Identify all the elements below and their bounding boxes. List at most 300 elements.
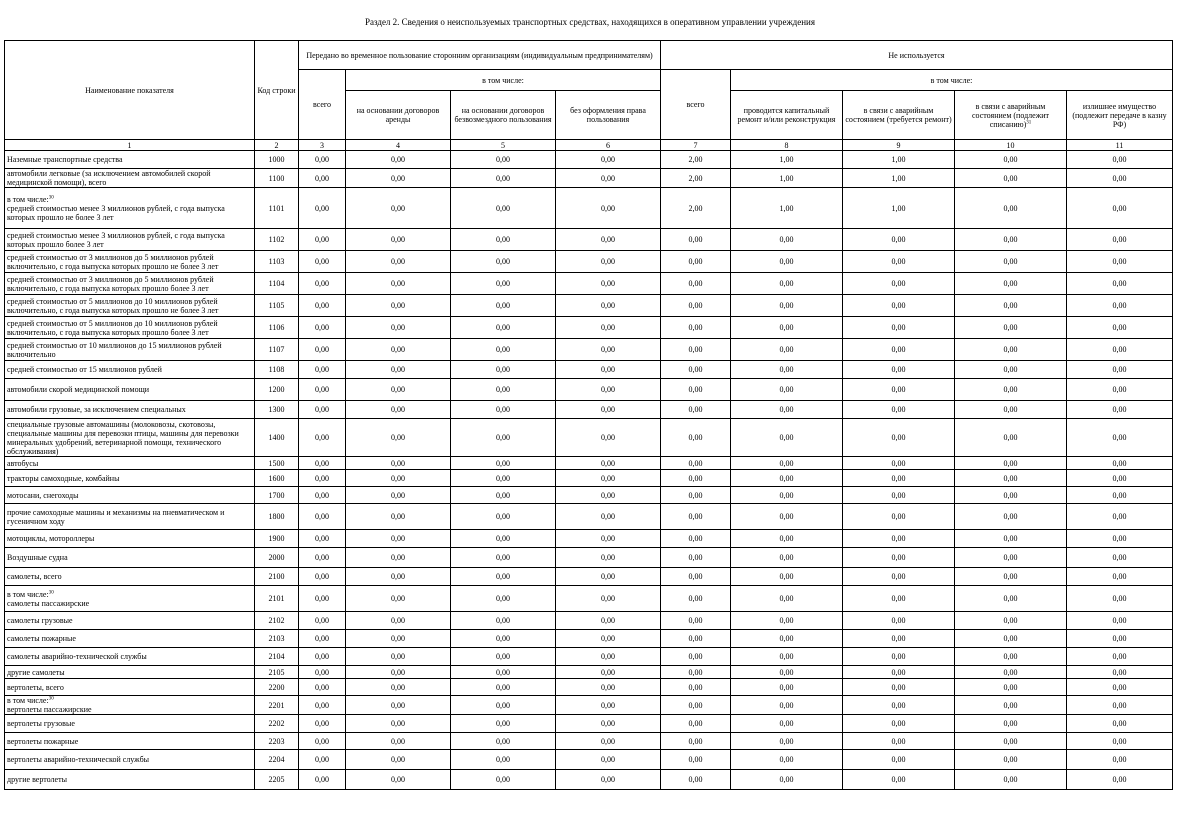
cell-col11: 0,00 [1067, 379, 1173, 401]
row-code: 2000 [255, 548, 299, 568]
cell-col7: 0,00 [661, 251, 731, 273]
cell-col11: 0,00 [1067, 295, 1173, 317]
table-row [5, 339, 1173, 361]
row-code: 1108 [255, 361, 299, 379]
cell-col3: 0,00 [299, 696, 346, 715]
table-row [5, 361, 1173, 379]
row-name-text: прочие самоходные машины и механизмы на пневматическом и гусеничном ходу [7, 507, 225, 526]
row-name [5, 317, 255, 339]
cell-col7: 0,00 [661, 696, 731, 715]
cell-col4: 0,00 [346, 648, 451, 666]
cell-col5: 0,00 [451, 487, 556, 504]
cell-col5: 0,00 [451, 679, 556, 696]
column-number-row [5, 140, 1173, 151]
row-name-text: средней стоимостью от 15 миллионов рублей [7, 365, 162, 374]
cell-col4: 0,00 [346, 419, 451, 457]
row-code: 1300 [255, 401, 299, 419]
header-name: Наименование показателя [5, 41, 255, 140]
cell-col6: 0,00 [556, 401, 661, 419]
row-name [5, 679, 255, 696]
cell-col10: 0,00 [955, 169, 1067, 188]
cell-col10: 0,00 [955, 419, 1067, 457]
cell-col5: 0,00 [451, 188, 556, 229]
cell-col9: 0,00 [843, 612, 955, 630]
cell-col4: 0,00 [346, 750, 451, 770]
row-name-text: тракторы самоходные, комбайны [7, 473, 120, 483]
cell-col4: 0,00 [346, 630, 451, 648]
cell-col11: 0,00 [1067, 361, 1173, 379]
cell-col7: 0,00 [661, 666, 731, 679]
header-col8: проводится капитальный ремонт и/или реконструкция [731, 91, 843, 140]
cell-col5: 0,00 [451, 457, 556, 470]
cell-col5: 0,00 [451, 229, 556, 251]
cell-col10: 0,00 [955, 273, 1067, 295]
cell-col8: 0,00 [731, 379, 843, 401]
row-name-text: средней стоимостью от 10 миллионов до 15 миллионов рублей включительно [7, 340, 222, 359]
cell-col4: 0,00 [346, 361, 451, 379]
cell-col7: 0,00 [661, 733, 731, 750]
cell-col3: 0,00 [299, 733, 346, 750]
row-name [5, 504, 255, 530]
cell-col5: 0,00 [451, 151, 556, 169]
cell-col11: 0,00 [1067, 530, 1173, 548]
row-name-text: средней стоимостью менее 3 миллионов рублей, с года выпуска которых прошло более 3 лет [7, 230, 225, 249]
cell-col6: 0,00 [556, 666, 661, 679]
column-number-1: 1 [5, 140, 255, 151]
cell-col8: 0,00 [731, 251, 843, 273]
cell-col7: 0,00 [661, 470, 731, 487]
cell-col10: 0,00 [955, 630, 1067, 648]
table-row [5, 568, 1173, 586]
cell-col3: 0,00 [299, 504, 346, 530]
cell-col7: 2,00 [661, 188, 731, 229]
cell-col9: 0,00 [843, 457, 955, 470]
cell-col7: 0,00 [661, 504, 731, 530]
cell-col7: 0,00 [661, 229, 731, 251]
cell-col9: 0,00 [843, 648, 955, 666]
cell-col7: 0,00 [661, 419, 731, 457]
row-code: 2100 [255, 568, 299, 586]
cell-col8: 0,00 [731, 750, 843, 770]
cell-col4: 0,00 [346, 151, 451, 169]
cell-col5: 0,00 [451, 379, 556, 401]
cell-col3: 0,00 [299, 229, 346, 251]
table-row [5, 229, 1173, 251]
cell-col10: 0,00 [955, 733, 1067, 750]
column-number-6: 6 [556, 140, 661, 151]
cell-col4: 0,00 [346, 379, 451, 401]
cell-col9: 0,00 [843, 487, 955, 504]
cell-col3: 0,00 [299, 530, 346, 548]
row-name [5, 361, 255, 379]
column-number-8: 8 [731, 140, 843, 151]
row-name-text: автобусы [7, 458, 39, 468]
header-col11: излишнее имущество (подлежит передаче в казну РФ) [1067, 91, 1173, 140]
cell-col10: 0,00 [955, 612, 1067, 630]
cell-col8: 0,00 [731, 568, 843, 586]
cell-col6: 0,00 [556, 379, 661, 401]
cell-col10: 0,00 [955, 470, 1067, 487]
cell-col6: 0,00 [556, 630, 661, 648]
cell-col9: 0,00 [843, 419, 955, 457]
cell-col3: 0,00 [299, 251, 346, 273]
cell-col11: 0,00 [1067, 273, 1173, 295]
cell-col8: 0,00 [731, 339, 843, 361]
row-code: 1900 [255, 530, 299, 548]
cell-col9: 0,00 [843, 295, 955, 317]
table-row [5, 188, 1173, 229]
cell-col10: 0,00 [955, 295, 1067, 317]
cell-col7: 0,00 [661, 295, 731, 317]
cell-col7: 0,00 [661, 715, 731, 733]
row-code: 2205 [255, 770, 299, 790]
cell-col4: 0,00 [346, 457, 451, 470]
table-row [5, 586, 1173, 612]
cell-col4: 0,00 [346, 548, 451, 568]
cell-col6: 0,00 [556, 612, 661, 630]
cell-col4: 0,00 [346, 770, 451, 790]
row-name-text: средней стоимостью от 3 миллионов до 5 миллионов рублей включительно, с года выпуска которых прошло не более 3 лет [7, 252, 219, 271]
cell-col11: 0,00 [1067, 169, 1173, 188]
cell-col11: 0,00 [1067, 251, 1173, 273]
cell-col4: 0,00 [346, 229, 451, 251]
header-code: Код строки [255, 41, 299, 140]
cell-col7: 0,00 [661, 317, 731, 339]
row-code: 1700 [255, 487, 299, 504]
cell-col11: 0,00 [1067, 229, 1173, 251]
cell-col11: 0,00 [1067, 419, 1173, 457]
row-code: 1100 [255, 169, 299, 188]
cell-col6: 0,00 [556, 251, 661, 273]
cell-col8: 0,00 [731, 361, 843, 379]
column-number-5: 5 [451, 140, 556, 151]
cell-col5: 0,00 [451, 273, 556, 295]
cell-col7: 0,00 [661, 630, 731, 648]
cell-col5: 0,00 [451, 339, 556, 361]
cell-col9: 1,00 [843, 169, 955, 188]
column-number-3: 3 [299, 140, 346, 151]
row-name-text: автомобили скорой медицинской помощи [7, 385, 150, 394]
cell-col8: 0,00 [731, 419, 843, 457]
table-row [5, 470, 1173, 487]
cell-col11: 0,00 [1067, 504, 1173, 530]
cell-col10: 0,00 [955, 339, 1067, 361]
cell-col8: 0,00 [731, 733, 843, 750]
table-row [5, 696, 1173, 715]
cell-col3: 0,00 [299, 361, 346, 379]
cell-col6: 0,00 [556, 487, 661, 504]
cell-col3: 0,00 [299, 339, 346, 361]
cell-col9: 1,00 [843, 151, 955, 169]
cell-col7: 2,00 [661, 151, 731, 169]
cell-col8: 0,00 [731, 295, 843, 317]
row-code: 1107 [255, 339, 299, 361]
header-g2-incl: в том числе: [731, 70, 1173, 91]
column-number-2: 2 [255, 140, 299, 151]
cell-col7: 0,00 [661, 548, 731, 568]
cell-col8: 0,00 [731, 401, 843, 419]
cell-col9: 0,00 [843, 770, 955, 790]
cell-col10: 0,00 [955, 188, 1067, 229]
table-row [5, 679, 1173, 696]
cell-col3: 0,00 [299, 630, 346, 648]
cell-col4: 0,00 [346, 295, 451, 317]
cell-col9: 0,00 [843, 317, 955, 339]
row-name [5, 457, 255, 470]
cell-col10: 0,00 [955, 361, 1067, 379]
cell-col11: 0,00 [1067, 770, 1173, 790]
cell-col6: 0,00 [556, 504, 661, 530]
row-name [5, 295, 255, 317]
cell-col4: 0,00 [346, 504, 451, 530]
cell-col4: 0,00 [346, 666, 451, 679]
row-name-text: Наземные транспортные средства [7, 155, 123, 164]
cell-col5: 0,00 [451, 648, 556, 666]
cell-col5: 0,00 [451, 696, 556, 715]
table-row [5, 504, 1173, 530]
cell-col5: 0,00 [451, 568, 556, 586]
cell-col8: 0,00 [731, 317, 843, 339]
header-col10-text: в связи с аварийным состоянием (подлежит списанию) [971, 101, 1050, 129]
cell-col6: 0,00 [556, 470, 661, 487]
cell-col7: 0,00 [661, 401, 731, 419]
cell-col3: 0,00 [299, 770, 346, 790]
cell-col9: 0,00 [843, 696, 955, 715]
cell-col10: 0,00 [955, 750, 1067, 770]
row-code: 1400 [255, 419, 299, 457]
header-col6: без оформления права пользования [556, 91, 661, 140]
row-name [5, 648, 255, 666]
header-group-unused: Не используется [661, 41, 1173, 70]
row-name-text: самолеты пожарные [7, 634, 76, 643]
cell-col4: 0,00 [346, 273, 451, 295]
cell-col3: 0,00 [299, 457, 346, 470]
table-row [5, 419, 1173, 457]
cell-col6: 0,00 [556, 361, 661, 379]
cell-col11: 0,00 [1067, 715, 1173, 733]
row-code: 1000 [255, 151, 299, 169]
cell-col11: 0,00 [1067, 679, 1173, 696]
cell-col9: 0,00 [843, 251, 955, 273]
cell-col3: 0,00 [299, 568, 346, 586]
row-name [5, 251, 255, 273]
cell-col9: 0,00 [843, 361, 955, 379]
cell-col3: 0,00 [299, 151, 346, 169]
table-row [5, 457, 1173, 470]
row-code: 2200 [255, 679, 299, 696]
row-name-text: вертолеты, всего [7, 682, 64, 692]
row-name-text: средней стоимостью от 3 миллионов до 5 миллионов рублей включительно, с года выпуска которых прошло более 3 лет [7, 274, 214, 293]
row-code: 1105 [255, 295, 299, 317]
row-name-text: самолеты аварийно-технической службы [7, 652, 147, 661]
row-name-text: самолеты пассажирские [7, 598, 90, 608]
row-name [5, 419, 255, 457]
row-name [5, 273, 255, 295]
cell-col6: 0,00 [556, 457, 661, 470]
cell-col11: 0,00 [1067, 586, 1173, 612]
cell-col9: 0,00 [843, 339, 955, 361]
cell-col8: 0,00 [731, 715, 843, 733]
cell-col8: 0,00 [731, 666, 843, 679]
cell-col5: 0,00 [451, 504, 556, 530]
cell-col10: 0,00 [955, 548, 1067, 568]
cell-col3: 0,00 [299, 188, 346, 229]
row-code: 2203 [255, 733, 299, 750]
cell-col7: 0,00 [661, 750, 731, 770]
cell-col7: 0,00 [661, 648, 731, 666]
row-name-text: вертолеты грузовые [7, 719, 75, 728]
cell-col11: 0,00 [1067, 470, 1173, 487]
cell-col10: 0,00 [955, 487, 1067, 504]
cell-col9: 0,00 [843, 548, 955, 568]
cell-col11: 0,00 [1067, 568, 1173, 586]
cell-col3: 0,00 [299, 419, 346, 457]
row-name-text: средней стоимостью от 5 миллионов до 10 миллионов рублей включительно, с года выпуска которых прошло не более 3 лет [7, 296, 219, 315]
table-row [5, 733, 1173, 750]
cell-col6: 0,00 [556, 568, 661, 586]
cell-col8: 0,00 [731, 696, 843, 715]
cell-col10: 0,00 [955, 666, 1067, 679]
row-name-text: вертолеты пожарные [7, 736, 79, 746]
cell-col9: 1,00 [843, 188, 955, 229]
cell-col6: 0,00 [556, 273, 661, 295]
footnote-30: 30 [48, 696, 54, 702]
cell-col7: 0,00 [661, 679, 731, 696]
cell-col4: 0,00 [346, 715, 451, 733]
cell-col4: 0,00 [346, 530, 451, 548]
footnote-30: 30 [48, 194, 54, 200]
cell-col5: 0,00 [451, 770, 556, 790]
cell-col5: 0,00 [451, 470, 556, 487]
cell-col9: 0,00 [843, 379, 955, 401]
table-row [5, 770, 1173, 790]
row-name-text: другие вертолеты [7, 775, 67, 784]
cell-col5: 0,00 [451, 612, 556, 630]
cell-col8: 1,00 [731, 151, 843, 169]
row-name [5, 169, 255, 188]
header-g1-incl: в том числе: [346, 70, 661, 91]
row-code: 2201 [255, 696, 299, 715]
cell-col6: 0,00 [556, 229, 661, 251]
cell-col3: 0,00 [299, 295, 346, 317]
cell-col10: 0,00 [955, 648, 1067, 666]
cell-col11: 0,00 [1067, 487, 1173, 504]
table-row [5, 151, 1173, 169]
cell-col9: 0,00 [843, 586, 955, 612]
cell-col6: 0,00 [556, 419, 661, 457]
cell-col11: 0,00 [1067, 548, 1173, 568]
cell-col6: 0,00 [556, 586, 661, 612]
row-code: 1104 [255, 273, 299, 295]
cell-col10: 0,00 [955, 530, 1067, 548]
table-row [5, 273, 1173, 295]
cell-col8: 1,00 [731, 169, 843, 188]
cell-col3: 0,00 [299, 750, 346, 770]
row-name-text: средней стоимостью менее 3 миллионов рублей, с года выпуска которых прошло не более 3 лет [7, 203, 225, 222]
table-row [5, 715, 1173, 733]
table-row [5, 666, 1173, 679]
row-name [5, 612, 255, 630]
row-name [5, 548, 255, 568]
row-name [5, 666, 255, 679]
cell-col6: 0,00 [556, 750, 661, 770]
cell-col4: 0,00 [346, 568, 451, 586]
row-prefix: в том числе: [7, 696, 49, 705]
cell-col11: 0,00 [1067, 750, 1173, 770]
column-number-4: 4 [346, 140, 451, 151]
cell-col9: 0,00 [843, 715, 955, 733]
row-name [5, 630, 255, 648]
cell-col5: 0,00 [451, 548, 556, 568]
cell-col11: 0,00 [1067, 457, 1173, 470]
cell-col10: 0,00 [955, 457, 1067, 470]
cell-col4: 0,00 [346, 487, 451, 504]
row-name [5, 470, 255, 487]
cell-col7: 0,00 [661, 379, 731, 401]
row-name [5, 188, 255, 229]
row-code: 2104 [255, 648, 299, 666]
cell-col11: 0,00 [1067, 339, 1173, 361]
cell-col10: 0,00 [955, 251, 1067, 273]
cell-col10: 0,00 [955, 770, 1067, 790]
row-code: 2101 [255, 586, 299, 612]
cell-col11: 0,00 [1067, 630, 1173, 648]
column-number-11: 11 [1067, 140, 1173, 151]
cell-col3: 0,00 [299, 586, 346, 612]
cell-col8: 0,00 [731, 530, 843, 548]
row-name [5, 487, 255, 504]
cell-col9: 0,00 [843, 733, 955, 750]
cell-col4: 0,00 [346, 679, 451, 696]
cell-col8: 0,00 [731, 273, 843, 295]
cell-col4: 0,00 [346, 612, 451, 630]
row-name-text: другие самолеты [7, 667, 65, 677]
cell-col11: 0,00 [1067, 151, 1173, 169]
row-code: 2102 [255, 612, 299, 630]
cell-col5: 0,00 [451, 317, 556, 339]
cell-col8: 0,00 [731, 548, 843, 568]
row-name [5, 586, 255, 612]
row-name-text: автомобили грузовые, за исключением специальных [7, 405, 186, 414]
cell-col3: 0,00 [299, 648, 346, 666]
cell-col3: 0,00 [299, 379, 346, 401]
cell-col3: 0,00 [299, 317, 346, 339]
row-name [5, 229, 255, 251]
cell-col5: 0,00 [451, 530, 556, 548]
cell-col9: 0,00 [843, 504, 955, 530]
cell-col10: 0,00 [955, 401, 1067, 419]
cell-col3: 0,00 [299, 679, 346, 696]
cell-col6: 0,00 [556, 679, 661, 696]
row-name [5, 339, 255, 361]
row-name [5, 750, 255, 770]
cell-col11: 0,00 [1067, 317, 1173, 339]
row-code: 2204 [255, 750, 299, 770]
cell-col8: 0,00 [731, 229, 843, 251]
cell-col9: 0,00 [843, 401, 955, 419]
cell-col5: 0,00 [451, 733, 556, 750]
row-code: 2105 [255, 666, 299, 679]
cell-col8: 0,00 [731, 470, 843, 487]
cell-col7: 0,00 [661, 361, 731, 379]
cell-col9: 0,00 [843, 630, 955, 648]
row-name-text: Воздушные судна [7, 553, 68, 562]
cell-col5: 0,00 [451, 169, 556, 188]
cell-col11: 0,00 [1067, 612, 1173, 630]
row-name [5, 379, 255, 401]
cell-col5: 0,00 [451, 750, 556, 770]
row-name-text: мотосани, снегоходы [7, 490, 79, 500]
